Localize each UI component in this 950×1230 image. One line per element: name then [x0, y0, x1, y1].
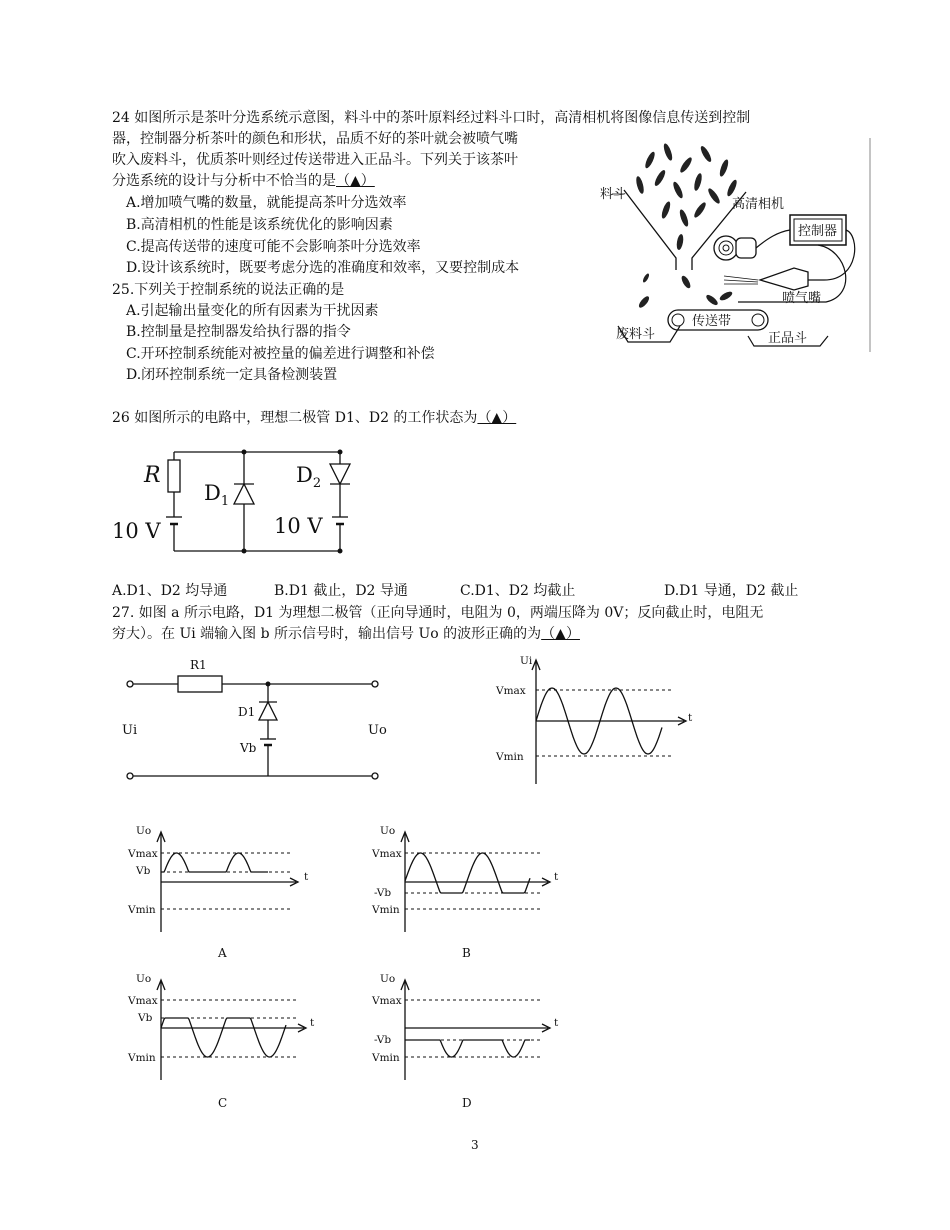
- graph-d-caption: D: [462, 1096, 472, 1110]
- q26-option-c: C.D1、D2 均截止: [460, 583, 576, 599]
- q25-stem: 25.下列关于控制系统的说法正确的是: [112, 282, 345, 298]
- vb-label: Vb: [136, 865, 151, 877]
- vmin-label: Vmin: [372, 1052, 400, 1064]
- vmax-label: Vmax: [496, 685, 526, 697]
- q24-line-3: 吹入废料斗，优质茶叶则经过传送带进入正品斗。下列关于该茶叶: [112, 152, 518, 168]
- q27-circuit-a: [110, 650, 400, 790]
- nozzle-label: 喷气嘴: [782, 291, 822, 306]
- q24-option-c: C.提高传送带的速度可能不会影响茶叶分选效率: [126, 239, 421, 255]
- resistor-r-label: R: [144, 463, 161, 488]
- q27-stem-end: 穷大）。在 Ui 端输入图 b 所示信号时，输出信号 Uo 的波形正确的为: [112, 626, 542, 642]
- hopper-label: 料斗: [600, 187, 627, 202]
- uo-axis-label: Uo: [136, 973, 152, 985]
- d1-label: D1: [238, 705, 256, 719]
- vmin-label: Vmin: [128, 1052, 156, 1064]
- t-axis-label: t: [310, 1017, 315, 1029]
- t-axis-label: t: [304, 871, 309, 883]
- waste-bin-label: 废料斗: [616, 327, 656, 342]
- uo-axis-label: Uo: [380, 973, 396, 985]
- q24-answer-mark: （▲）: [336, 173, 375, 189]
- d1-label-letter: D: [204, 481, 221, 505]
- ui-terminal-label: Ui: [122, 723, 138, 738]
- vmin-label: Vmin: [496, 751, 524, 763]
- v1-label: 10 V: [112, 519, 161, 543]
- conveyor-label: 传送带: [692, 314, 732, 329]
- output-wave-a: [161, 853, 268, 872]
- t-axis-label: t: [688, 712, 693, 724]
- page-number: 3: [471, 1138, 479, 1152]
- graph-c-caption: C: [218, 1096, 228, 1110]
- tea-leaves-illustration: [635, 143, 739, 310]
- q27-signal-b: [492, 652, 707, 787]
- uo-axis-label: Uo: [136, 825, 152, 837]
- tea-sorting-figure: [588, 130, 873, 355]
- d1-label-subscript: 1: [220, 494, 230, 509]
- vmax-label: Vmax: [128, 848, 158, 860]
- q25-option-b: B.控制量是控制器发给执行器的指令: [126, 324, 351, 340]
- d1-label: [204, 481, 229, 509]
- q24-line-2: 器，控制器分析茶叶的颜色和形状，品质不好的茶叶就会被喷气嘴: [112, 131, 518, 147]
- output-wave-b: [405, 853, 530, 893]
- q25-option-c: C.开环控制系统能对被控量的偏差进行调整和补偿: [126, 346, 435, 362]
- q27-answer-mark: （▲）: [541, 626, 580, 642]
- q26-answer-mark: （▲）: [477, 410, 517, 426]
- controller-label: 控制器: [798, 224, 838, 239]
- vmax-label: Vmax: [128, 995, 158, 1007]
- q24-option-b: B.高清相机的性能是该系统优化的影响因素: [126, 217, 393, 233]
- q26-stem-text: 26 如图所示的电路中，理想二极管 D1、D2 的工作状态为: [112, 410, 478, 426]
- v2-label: 10 V: [274, 514, 323, 538]
- vmin-label: Vmin: [372, 904, 400, 916]
- vb-label: Vb: [138, 1012, 153, 1024]
- q25-option-d: D.闭环控制系统一定具备检测装置: [126, 367, 338, 383]
- vmax-label: Vmax: [372, 995, 402, 1007]
- d2-label-letter: D: [296, 463, 313, 487]
- q25-option-a: A.引起输出量变化的所有因素为干扰因素: [126, 303, 379, 319]
- q26-circuit: [108, 440, 368, 570]
- t-axis-label: t: [554, 1017, 559, 1029]
- q27-graph-d: [362, 970, 572, 1090]
- good-bin-label: 正品斗: [768, 331, 808, 346]
- q27-graph-a: [118, 822, 318, 942]
- camera-label: 高清相机: [732, 197, 785, 212]
- q26-option-a: A.D1、D2 均导通: [112, 583, 228, 599]
- neg-vb-label: -Vb: [374, 887, 392, 899]
- vmin-label: Vmin: [128, 904, 156, 916]
- q27-graph-b: [362, 822, 572, 942]
- q24-line-4: [112, 171, 375, 192]
- graph-b-caption: B: [462, 946, 471, 960]
- neg-vb-label: -Vb: [374, 1034, 392, 1046]
- output-wave-d: [405, 1040, 530, 1057]
- d2-label: [296, 463, 321, 491]
- q27-line-2: [112, 624, 580, 645]
- uo-axis-label: Uo: [380, 825, 396, 837]
- q26-option-d: D.D1 导通，D2 截止: [664, 583, 799, 599]
- vmax-label: Vmax: [372, 848, 402, 860]
- graph-a-caption: A: [218, 946, 227, 960]
- q24-option-d: D.设计该系统时，既要考虑分选的准确度和效率，又要控制成本: [126, 260, 520, 276]
- d2-label-subscript: 2: [312, 476, 322, 491]
- output-wave-c: [161, 1018, 286, 1057]
- q24-line-1: 24 如图所示是茶叶分选系统示意图，料斗中的茶叶原料经过料斗口时，高清相机将图像信息传送到控制: [112, 110, 751, 126]
- q27-graph-c: [118, 970, 318, 1090]
- r1-label: R1: [190, 658, 207, 672]
- q26-stem: [112, 408, 516, 429]
- t-axis-label: t: [554, 871, 559, 883]
- q24-stem-end: 分选系统的设计与分析中不恰当的是: [112, 173, 336, 189]
- uo-terminal-label: Uo: [368, 723, 387, 738]
- q24-option-a: A.增加喷气嘴的数量，就能提高茶叶分选效率: [126, 195, 407, 211]
- q26-option-b: B.D1 截止，D2 导通: [274, 583, 408, 599]
- vb-label: Vb: [240, 741, 257, 755]
- ui-axis-label: Ui: [520, 655, 533, 667]
- q27-line-1: 27. 如图 a 所示电路，D1 为理想二极管（正向导通时，电阻为 0，两端压降为 0V；反向截止时，电阻无: [112, 605, 764, 621]
